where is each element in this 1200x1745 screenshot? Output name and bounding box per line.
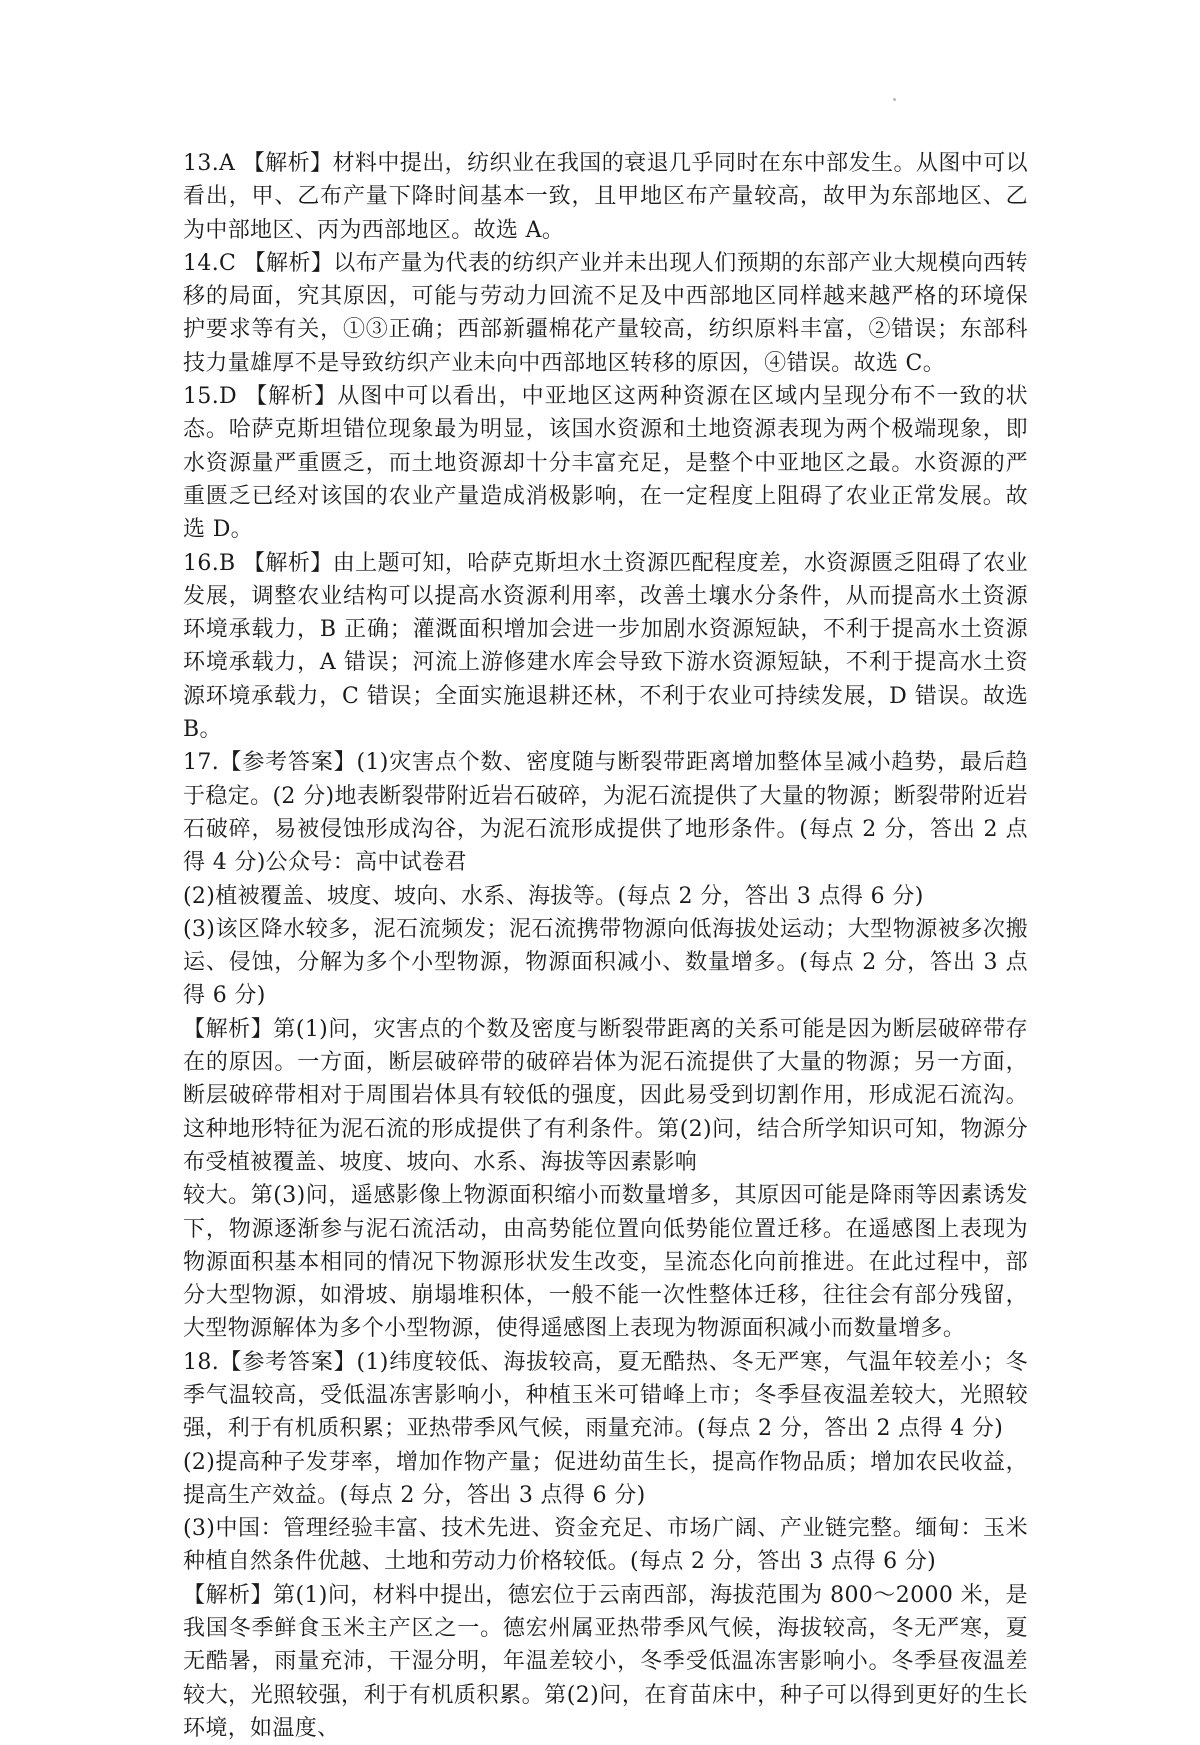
answer-13: 13.A 【解析】材料中提出，纺织业在我国的衰退几乎同时在东中部发生。从图中可以看出，甲、乙布产量下降时间基本一致，且甲地区布产量较高，故甲为东部地区、乙为中部地区、丙为西部地区。故选 A。 bbox=[183, 151, 1028, 243]
answer-17-analysis: 【解析】第(1)问，灾害点的个数及密度与断裂带距离的关系可能是因为断层破碎带存在的原因。一方面，断层破碎带的破碎岩体为泥石流提供了大量的物源；另一方面，断层破碎带相对于周围岩体具有较低的强度，因此易受到切割作用，形成泥石流沟。这种地形特征为泥石流的形成提供了有利条件。第(2)问，结合所学知识可知，物源分布受植被覆盖、坡度、坡向、水系、海拔等因素影响 bbox=[183, 1016, 1028, 1175]
scan-speck bbox=[893, 98, 896, 101]
answer-18-analysis: 【解析】第(1)问，材料中提出，德宏位于云南西部，海拔范围为 800～2000 米，是我国冬季鲜食玉米主产区之一。德宏州属亚热带季风气候，海拔较高，冬无严寒，夏无酷暑，雨量充沛，干湿分明，年温差较小，冬季受低温冻害影响小。冬季昼夜温差较大，光照较强，利于有机质积累。第(2)问，在育苗床中，种子可以得到更好的生长环境，如温度、 bbox=[183, 1582, 1028, 1741]
answer-14: 14.C 【解析】以布产量为代表的纺织产业并未出现人们预期的东部产业大规模向西转移的局面，究其原因，可能与劳动力回流不足及中西部地区同样越来越严格的环境保护要求等有关，①③正确；西部新疆棉花产量较高，纺织原料丰富，②错误；东部科技力量雄厚不是导致纺织产业未向中西部地区转移的原因，④错误。故选 C。 bbox=[183, 250, 1028, 376]
answer-15: 15.D 【解析】从图中可以看出，中亚地区这两种资源在区域内呈现分布不一致的状态。哈萨克斯坦错位现象最为明显，该国水资源和土地资源表现为两个极端现象，即水资源量严重匮乏，而土地资源却十分丰富充足，是整个中亚地区之最。水资源的严重匮乏已经对该国的农业产量造成消极影响，在一定程度上阻碍了农业正常发展。故选 D。 bbox=[183, 384, 1028, 543]
answer-16: 16.B 【解析】由上题可知，哈萨克斯坦水土资源匹配程度差，水资源匮乏阻碍了农业发展，调整农业结构可以提高水资源利用率，改善土壤水分条件，从而提高水土资源环境承载力，B 正确；灌溉面积增加会进一步加剧水资源短缺，不利于提高水土资源环境承载力，A 错误；河流上游修建水库会导致下游水资源短缺，不利于提高水土资源环境承载力，C 错误；全面实施退耕还林，不利于农业可持续发展，D 错误。故选 B。 bbox=[183, 550, 1028, 743]
answer-17-part-2: (2)植被覆盖、坡度、坡向、水系、海拔等。(每点 2 分，答出 3 点得 6 分) bbox=[183, 883, 924, 909]
answer-17-analysis-continued: 较大。第(3)问，遥感影像上物源面积缩小而数量增多，其原因可能是降雨等因素诱发下，物源逐渐参与泥石流活动，由高势能位置向低势能位置迁移。在遥感图上表现为物源面积基本相同的情况下物源形状发生改变，呈流态化向前推进。在此过程中，部分大型物源，如滑坡、崩塌堆积体，一般不能一次性整体迁移，往往会有部分残留，大型物源解体为多个小型物源，使得遥感图上表现为物源面积减小而数量增多。 bbox=[183, 1183, 1028, 1342]
answer-18-part-3: (3)中国：管理经验丰富、技术先进、资金充足、市场广阔、产业链完整。缅甸：玉米种植自然条件优越、土地和劳动力价格较低。(每点 2 分，答出 3 点得 6 分) bbox=[183, 1516, 1028, 1575]
answer-17-part-3: (3)该区降水较多，泥石流频发；泥石流携带物源向低海拔处运动；大型物源被多次搬运、侵蚀，分解为多个小型物源，物源面积减小、数量增多。(每点 2 分，答出 3 点得 6 分) bbox=[183, 916, 1028, 1009]
answer-sheet-page bbox=[183, 147, 1028, 1745]
answer-18-part-2: (2)提高种子发芽率，增加作物产量；促进幼苗生长，提高作物品质；增加农民收益，提高生产效益。(每点 2 分，答出 3 点得 6 分) bbox=[183, 1449, 1028, 1508]
answer-17-part-1: 17.【参考答案】(1)灾害点个数、密度随与断裂带距离增加整体呈减小趋势，最后趋于稳定。(2 分)地表断裂带附近岩石破碎，为泥石流提供了大量的物源；断裂带附近岩石破碎，易被侵蚀形成沟谷，为泥石流形成提供了地形条件。(每点 2 分，答出 2 点得 4 分)公众号：高中试卷君 bbox=[183, 750, 1028, 876]
answer-18-part-1: 18.【参考答案】(1)纬度较低、海拔较高，夏无酷热、冬无严寒，气温年较差小；冬季气温较高，受低温冻害影响小，种植玉米可错峰上市；冬季昼夜温差较大，光照较强，利于有机质积累；亚热带季风气候，雨量充沛。(每点 2 分，答出 2 点得 4 分) bbox=[183, 1349, 1028, 1442]
